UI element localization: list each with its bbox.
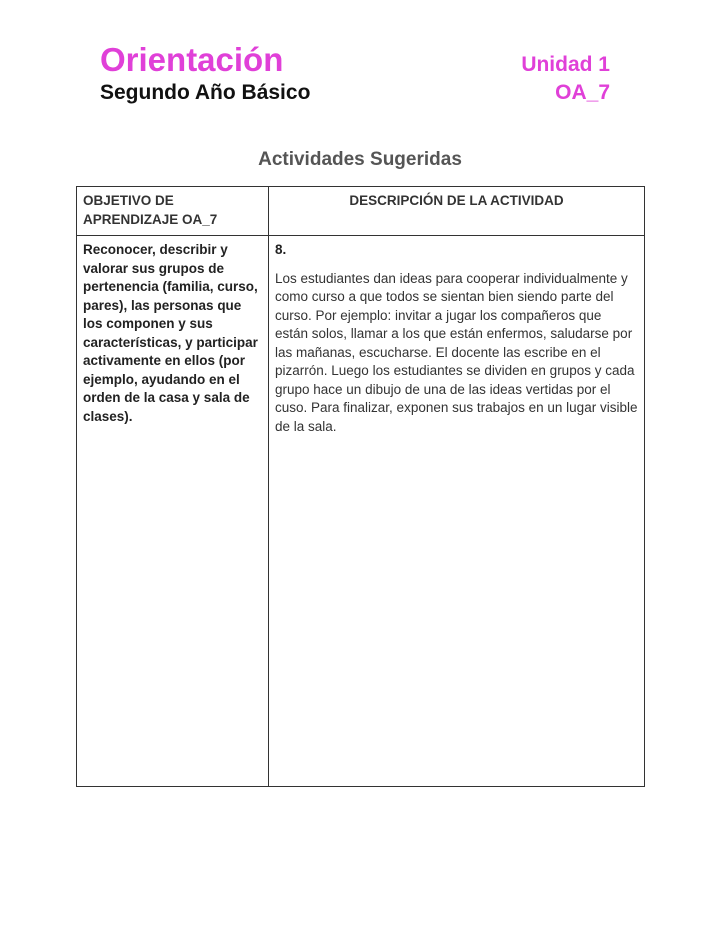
unit-label: Unidad 1 (521, 53, 610, 76)
subject-title: Orientación (100, 41, 284, 78)
column-header-description: DESCRIPCIÓN DE LA ACTIVIDAD (269, 187, 645, 236)
oa-label: OA_7 (555, 81, 610, 104)
grade-level: Segundo Año Básico (100, 81, 311, 104)
activity-description: Los estudiantes dan ideas para cooperar individualmente y como curso a que todos se sientan bien siendo parte del curso. Por ejemplo: invitar a jugar los compañeros que están solos, llamar a los que están enfermos, saludarse por las mañanas, escucharse. El docente las escribe en el pizarrón. Luego los estudiantes se dividen en grupos y cada grupo hace un dibujo de una de las ideas vertidas por el cuso. Para finalizar, exponen sus trabajos en un lugar visible de la sala. (275, 270, 638, 434)
activity-number: 8. (275, 242, 287, 257)
description-cell (269, 236, 645, 787)
activities-table (76, 186, 645, 787)
table-header-row (77, 187, 645, 236)
objective-cell: Reconocer, describir y valorar sus grupos de pertenencia (familia, curso, pares), las personas que los componen y sus características, y participar activamente en ellos (por ejemplo, ayudando en el orden de la casa y sala de clases). (77, 236, 269, 787)
page-header (100, 40, 610, 110)
table-row (77, 236, 645, 787)
section-title: Actividades Sugeridas (258, 149, 462, 170)
column-header-objective: OBJETIVO DE APRENDIZAJE OA_7 (77, 187, 269, 236)
